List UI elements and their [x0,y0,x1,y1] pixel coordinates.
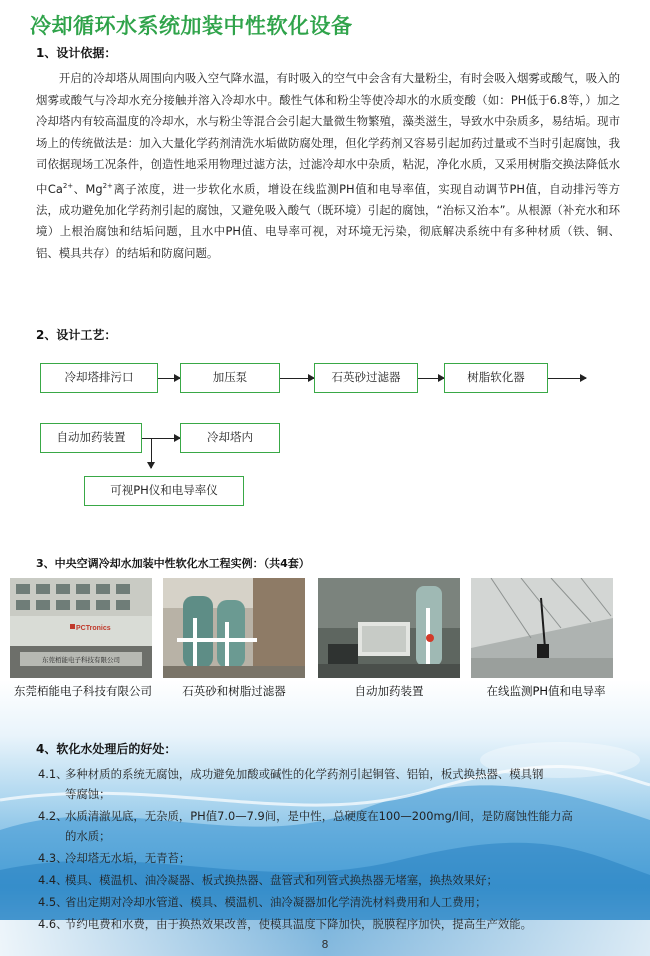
benefit-text-continued: 的水质； [65,829,111,843]
benefit-item [38,870,628,890]
mg-superscript: 2+ [102,181,113,190]
benefit-text: 冷却塔无水垢，无青苔； [65,851,191,865]
benefit-text: 水质清澈见底，无杂质，PH值7.0—7.9间，是中性，总硬度在100—200mg/l间，是防腐蚀性能力高 [65,809,573,823]
photo-auto-dosing-device [318,578,460,678]
building-sign-text: 东莞栢能电子科技有限公司 [42,656,120,664]
benefit-number: 4.3、 [38,851,68,865]
flow-box-dosing: 自动加药装置 [40,423,142,453]
benefit-text-continued: 等腐蚀； [65,787,111,801]
benefit-text: 省出定期对冷却水管道、模具、模温机、油冷凝器加化学清洗材料费用和人工费用； [65,895,487,909]
para-text-b: 、Mg [73,181,103,196]
caption-4: 在线监测PH值和电导率 [486,684,606,698]
para-text-c: 离子浓度，进一步软化水质，增设在线监测PH值和电导率值，实现自动调节PH值，自动排污等方法，成功避免加化学药剂引起的腐蚀，又避免吸入酸气（既环境）引起的腐蚀，“治标又治本”。从根源（补充水和环境）上根治腐蚀和结垢问题，且水中PH值、电导率可视，对环境无污染，彻底解决系统中有多种材质（铁、铜、铝、模具共存）的结垢和防腐问题。 [36,181,621,260]
benefit-number: 4.4、 [38,873,68,887]
photo-quartz-resin-filters [163,578,305,678]
ca-superscript: 2+ [62,181,74,190]
section2-heading: 2、设计工艺： [36,328,117,342]
flow-arrow [142,438,180,439]
benefit-number: 4.2、 [38,809,68,823]
caption-1: 东莞栢能电子科技有限公司 [14,684,152,698]
benefit-number: 4.6、 [38,917,68,931]
flow-arrow [280,378,314,379]
benefit-number: 4.1、 [38,767,68,781]
benefit-text: 节约电费和水费，由于换热效果改善，使模具温度下降加快，脱膜程序加快，提高生产效能。 [65,917,533,931]
section4-heading: 4、软化水处理后的好处： [36,742,177,756]
benefit-item [38,848,628,868]
flow-box-pump: 加压泵 [180,363,280,393]
section1-heading: 1、设计依据： [36,46,117,60]
flow-box-tower: 冷却塔内 [180,423,280,453]
section1-paragraph [36,68,620,264]
benefit-item [38,892,628,912]
benefit-text: 模具、模温机、油冷凝器、板式换热器、盘管式和列管式换热器无堵塞，换热效果好； [65,873,498,887]
caption-3: 自动加药装置 [354,684,424,698]
benefit-item [38,764,628,804]
flow-box-resin: 树脂软化器 [444,363,548,393]
photo-company-building [10,578,152,678]
caption-2: 石英砂和树脂过滤器 [182,684,286,698]
photo-online-ph-monitor [471,578,613,678]
page-title: 冷却循环水系统加装中性软化设备 [30,14,353,38]
flow-arrow [418,378,444,379]
svg-text:PCTronics: PCTronics [76,625,111,632]
flow-box-quartz: 石英砂过滤器 [314,363,418,393]
flow-arrow [158,378,180,379]
flow-arrow [548,378,586,379]
benefit-number: 4.5、 [38,895,68,909]
page-number: 8 [321,938,329,951]
flow-arrow-down [151,438,152,468]
flow-box-drain: 冷却塔排污口 [40,363,158,393]
benefit-text: 多种材质的系统无腐蚀，成功避免加酸或碱性的化学药剂引起铜管、铝铂，板式换热器、模具钢 [65,767,544,781]
benefit-item [38,806,628,846]
flow-box-meter: 可视PH仪和电导率仪 [84,476,244,506]
benefit-item [38,914,628,934]
para-text-a: 开启的冷却塔从周围向内吸入空气降水温，有时吸入的空气中会含有大量粉尘，有时会吸入烟雾或酸气，吸入的烟雾或酸气与冷却水充分接触并溶入冷却水中。酸性气体和粉尘等使冷却水的水质变酸（如：PH低于6.8等，）加之冷却塔内有较高温度的冷却水，水与粉尘等混合会引起大量微生物繁殖，藻类滋生，导致水中杂质多，易结垢。现市场上的传统做法是：加入大量化学药剂清洗水垢做防腐处理，但化学药剂又容易引起加药过量或不当时引起腐蚀，我司依据现场工况条件，创造性地采用物理过滤方法，过滤冷却水中杂质，粘泥，净化水质，又采用树脂交换法降低水中Ca [36,71,620,196]
section3-heading: 3、中央空调冷却水加装中性软化水工程实例：（共4套） [36,557,310,570]
